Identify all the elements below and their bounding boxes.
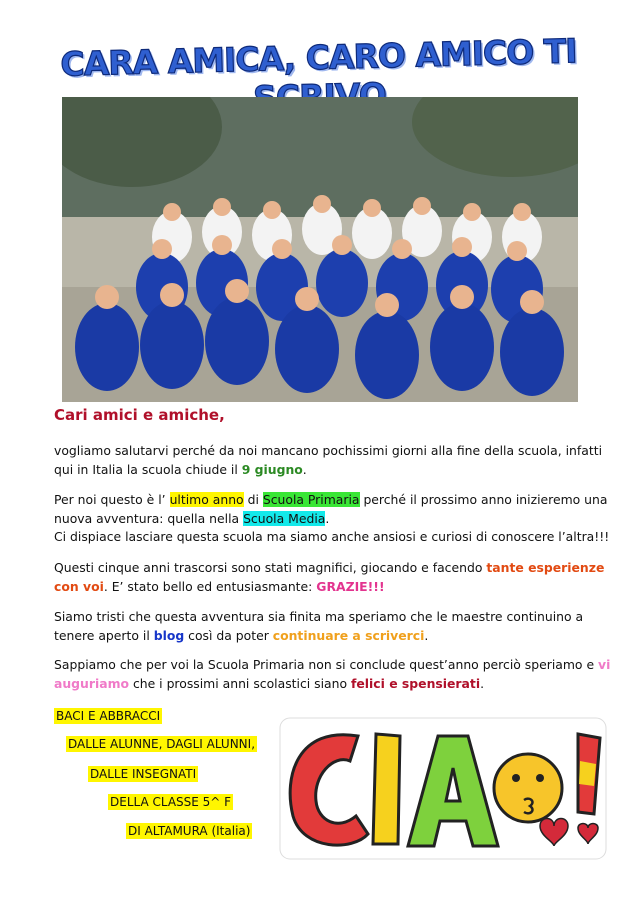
felici-e-spensierati: felici e spensierati xyxy=(351,676,481,691)
paragraph-1-text: vogliamo salutarvi perché da noi mancano pochissimi giorni alla fine della scuola, infatti qui in Italia la scuola chiude il xyxy=(54,443,603,477)
paragraph-5-end: . xyxy=(424,628,429,643)
continuare-a-scriverci: continuare a scriverci xyxy=(272,628,425,643)
paragraph-4-text-b: . E’ stato bello ed entusiasmante: xyxy=(103,579,317,594)
letter-i-drawing xyxy=(373,734,400,844)
end-date: 9 giugno xyxy=(241,462,303,477)
paragraph-5-text-b: così da poter xyxy=(184,628,273,643)
ciao-drawing xyxy=(278,716,608,861)
vi-auguriamo: vi auguriamo xyxy=(54,657,611,691)
paragraph-6-text-b: che i prossimi anni scolastici siano xyxy=(129,676,352,691)
paragraph-2-text-b: perché il prossimo anno inizieremo una nuova avventura: quella nella xyxy=(54,492,608,526)
signature-line-1: BACI E ABBRACCI xyxy=(56,709,161,723)
paragraph-4-text-a: Questi cinque anni trascorsi sono stati magnifici, giocando e facendo xyxy=(54,560,487,575)
class-photo xyxy=(62,97,578,402)
paragraph-6-end: . xyxy=(480,676,485,691)
highlight-scuola-media: Scuola Media xyxy=(243,511,326,526)
paragraph-2-end: . xyxy=(325,511,330,526)
smiley-face-drawing xyxy=(494,754,562,822)
paragraph-5-text-a: Siamo tristi che questa avventura sia finita ma speriamo che le maestre continuino a tenere aperto il xyxy=(54,609,584,643)
highlight-ultimo-anno: ultimo anno xyxy=(169,492,244,507)
greeting: Cari amici e amiche, xyxy=(54,406,225,424)
signature-line-2: DALLE ALUNNE, DAGLI ALUNNI, xyxy=(68,737,256,751)
tante-esperienze: tante esperienze con voi xyxy=(54,560,605,594)
signature-line-4: DELLA CLASSE 5^ F xyxy=(110,795,232,809)
ciao-drawing-art xyxy=(278,716,608,861)
paragraph-5 xyxy=(54,607,620,645)
paragraph-3: Ci dispiace lasciare questa scuola ma siamo anche ansiosi e curiosi di conoscere l’altra!!! xyxy=(54,529,610,544)
page-title: CARA AMICA, CARO AMICO TI xyxy=(59,31,577,84)
blog-word: blog xyxy=(153,628,185,643)
paragraph-1-end: . xyxy=(302,462,307,477)
class-photo-illustration xyxy=(62,97,578,402)
highlight-scuola-primaria: Scuola Primaria xyxy=(262,492,360,507)
signature-line-5: DI ALTAMURA (Italia) xyxy=(128,824,251,838)
paragraph-1 xyxy=(54,441,620,479)
paragraph-6 xyxy=(54,655,620,693)
grazie: GRAZIE!!! xyxy=(316,579,385,594)
paragraph-2-text-a: Per noi questo è l’ xyxy=(54,492,170,507)
paragraph-2 xyxy=(54,490,620,528)
paragraph-4 xyxy=(54,558,620,596)
paragraph-2-di: di xyxy=(243,492,263,507)
signature-line-3: DALLE INSEGNATI xyxy=(90,767,197,781)
paragraph-6-text-a: Sappiamo che per voi la Scuola Primaria non si conclude quest’anno perciò speriamo e xyxy=(54,657,599,672)
